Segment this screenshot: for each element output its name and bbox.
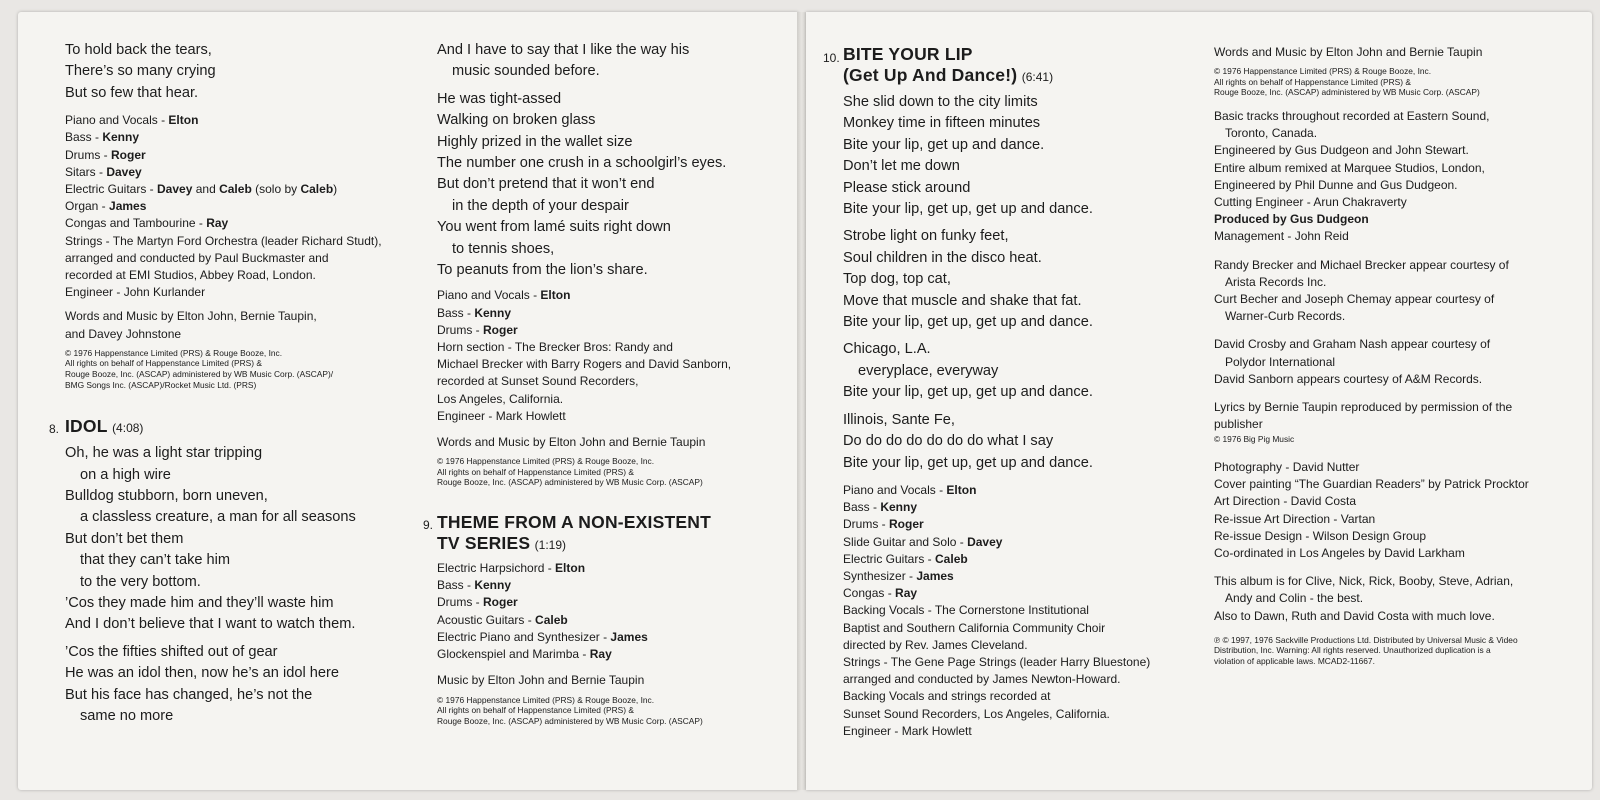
credit-line: arranged and conducted by James Newton-Howard. (843, 672, 1121, 687)
lyric-line: that they can’t take him (80, 552, 231, 569)
lyrics-continued (65, 40, 405, 104)
lyric-line: to tennis shoes, (452, 240, 555, 257)
credit-line: Curt Becher and Joseph Chemay appear courtesy of (1214, 292, 1495, 307)
lyric-line: Do do do do do do do what I say (843, 433, 1054, 450)
credit-line: Electric Piano and Synthesizer - James (437, 629, 648, 644)
track-duration: (1:19) (534, 538, 567, 553)
musician-name: Caleb (219, 182, 252, 197)
credit-line: Art Direction - David Costa (1214, 494, 1357, 509)
lyric-stanza (843, 410, 1188, 474)
lyric-line: Chicago, L.A. (843, 341, 931, 358)
bite-your-lip-lyrics (843, 92, 1188, 474)
track-title: IDOL (65, 416, 108, 437)
musician-name: Ray (206, 216, 229, 231)
lyric-line: Highly prized in the wallet size (437, 133, 633, 150)
lyric-line: Please stick around (843, 179, 971, 196)
credit-line: Drums - Roger (437, 322, 518, 337)
copyright-notice (437, 695, 787, 727)
legal-notice (1214, 635, 1554, 667)
lyric-line: to the very bottom. (80, 573, 201, 590)
musician-name: Kenny (102, 130, 140, 145)
credit-line: Engineered by Phil Dunne and Gus Dudgeon. (1214, 177, 1458, 192)
credit-line: Michael Brecker with Barry Rogers and David Sanborn, (437, 357, 732, 372)
track-title-line1: BITE YOUR LIP (843, 44, 973, 64)
credit-line: Photography - David Nutter (1214, 460, 1360, 475)
credit-line: Electric Guitars - Caleb (843, 551, 968, 566)
songwriter-credit (437, 434, 787, 451)
track-title-line1: THEME FROM A NON-EXISTENT (437, 512, 711, 533)
musician-name: Davey (967, 534, 1003, 549)
lyric-line: Move that muscle and shake that fat. (843, 292, 1082, 309)
musician-name: Elton (555, 561, 586, 576)
lyric-line: To peanuts from the lion’s share. (437, 262, 648, 279)
copyright-notice (1214, 66, 1554, 98)
musician-name: Kenny (474, 578, 512, 593)
credit-line: Backing Vocals and strings recorded at (843, 689, 1051, 704)
lyric-line: Bite your lip, get up, get up and dance. (843, 454, 1093, 471)
lyric-line: in the depth of your despair (452, 197, 629, 214)
credit-line: Warner-Curb Records. (1225, 309, 1346, 324)
credit-line: Cutting Engineer - Arun Chakraverty (1214, 195, 1407, 209)
musician-name: Kenny (880, 500, 918, 515)
musician-name: Roger (483, 595, 518, 610)
credit-line: recorded at EMI Studios, Abbey Road, London. (65, 268, 316, 283)
copyright-notice (437, 456, 787, 488)
lyrics-permission (1214, 399, 1554, 433)
lyric-line: Bite your lip, get up, get up and dance. (843, 201, 1093, 218)
lyric-line: Bulldog stubborn, born uneven, (65, 488, 268, 505)
credit-line: Bass - Kenny (437, 578, 512, 593)
left-column-2 (423, 40, 787, 726)
copyright-line: All rights on behalf of Happenstance Limited (PRS) & (437, 466, 634, 477)
credit-line: Piano and Vocals - Elton (843, 482, 977, 497)
copyright-line: © 1976 Happenstance Limited (PRS) & Rouge Booze, Inc. (437, 694, 655, 705)
songwriter-credit (1214, 44, 1554, 61)
musician-name: James (916, 568, 954, 583)
copyright-line: © 1976 Happenstance Limited (PRS) & Rouge Booze, Inc. (1214, 66, 1432, 77)
musician-name: Caleb (300, 182, 334, 197)
copyright-line: All rights on behalf of Happenstance Limited (PRS) & (437, 705, 634, 716)
lyric-line: But so few that hear. (65, 84, 199, 101)
musician-name: Roger (889, 517, 924, 532)
lyric-line: You went from lamé suits right down (437, 219, 671, 236)
credit-line: Horn section - The Brecker Bros: Randy and (437, 340, 673, 355)
musician-name: Caleb (535, 612, 568, 627)
lyric-line: To hold back the tears, (65, 42, 212, 58)
musician-name: Elton (168, 113, 199, 128)
lyric-line: Don’t let me down (843, 158, 960, 175)
credit-line: Slide Guitar and Solo - Davey (843, 534, 1003, 549)
copyright-line: © 1976 Big Pig Music (1214, 434, 1295, 445)
musician-credits (843, 482, 1188, 740)
copyright-line: Rouge Booze, Inc. (ASCAP) administered by WB Music Corp. (ASCAP) (437, 715, 703, 726)
credit-line: Bass - Kenny (65, 130, 140, 145)
credit-line: Toronto, Canada. (1225, 126, 1318, 141)
song-title-theme (423, 512, 787, 554)
track-title-line2: (Get Up And Dance!) (843, 65, 1018, 85)
left-booklet-page (18, 12, 798, 790)
credit-line: Engineer - John Kurlander (65, 285, 206, 300)
lyric-line: everyplace, everyway (858, 362, 999, 379)
courtesy-credits (1214, 257, 1554, 326)
credit-line: Words and Music by Elton John, Bernie Taupin, (65, 309, 317, 324)
track-title-line2: TV SERIES (437, 533, 531, 554)
credit-line: Words and Music by Elton John and Bernie Taupin (437, 435, 706, 450)
musician-name: Elton (946, 482, 977, 497)
credit-line: Acoustic Guitars - Caleb (437, 612, 568, 627)
credit-line: and Davey Johnstone (65, 326, 182, 341)
credit-line: Strings - The Gene Page Strings (leader Harry Bluestone) (843, 654, 1151, 669)
lyric-stanza (843, 92, 1188, 220)
courtesy-credits-2 (1214, 336, 1554, 388)
credit-line: arranged and conducted by Paul Buckmaster and (65, 250, 329, 265)
credit-line: Organ - James (65, 199, 147, 214)
lyric-line: same no more (80, 708, 174, 725)
copyright-line: © 1976 Happenstance Limited (PRS) & Rouge Booze, Inc. (65, 347, 283, 358)
musician-name: James (109, 199, 147, 214)
credit-line: Backing Vocals - The Cornerstone Institutional (843, 603, 1089, 618)
credit-line: Music by Elton John and Bernie Taupin (437, 673, 645, 688)
credit-line: Bass - Kenny (843, 500, 918, 515)
lyric-line: Oh, he was a light star tripping (65, 445, 263, 462)
musician-name: Kenny (474, 305, 512, 320)
musician-name: Ray (895, 586, 918, 601)
musician-name: Roger (483, 322, 518, 337)
track-duration: (6:41) (1021, 70, 1054, 84)
idol-lyrics (65, 443, 405, 727)
credit-line: Co-ordinated in Los Angeles by David Larkham (1214, 546, 1465, 561)
credit-line: Sitars - Davey (65, 164, 142, 179)
copyright-notice (1214, 434, 1554, 445)
credit-line: Bass - Kenny (437, 305, 512, 320)
lyric-line: a classless creature, a man for all seasons (80, 509, 356, 526)
credit-line: Basic tracks throughout recorded at Eastern Sound, (1214, 108, 1490, 123)
credit-line: Baptist and Southern California Community Choir (843, 620, 1106, 635)
idol-lyrics-continued (437, 40, 787, 281)
songwriter-credit (65, 308, 405, 342)
musician-name: Ray (589, 647, 612, 662)
musician-name: Davey (106, 164, 142, 179)
lyric-line: And I don’t believe that I want to watch them. (65, 616, 356, 633)
credit-line: Engineer - Mark Howlett (437, 408, 566, 423)
credit-line: Piano and Vocals - Elton (65, 113, 199, 128)
lyric-line: And I have to say that I like the way his (437, 42, 690, 58)
credit-line: Engineer - Mark Howlett (843, 723, 972, 738)
musician-name: Roger (111, 147, 146, 162)
lyric-line: Monkey time in fifteen minutes (843, 115, 1041, 132)
lyric-stanza (437, 89, 787, 282)
musician-name: Elton (540, 288, 571, 303)
legal-line: Distribution, Inc. Warning: All rights reserved. Unauthorized duplication is a (1214, 645, 1491, 656)
lyric-line: ’Cos they made him and they’ll waste him (65, 595, 334, 612)
credit-line: Piano and Vocals - Elton (437, 288, 571, 303)
credit-line: Electric Harpsichord - Elton (437, 561, 586, 576)
lyric-line: But don’t bet them (65, 530, 184, 547)
credit-line: Re-issue Design - Wilson Design Group (1214, 528, 1427, 543)
credit-line: Andy and Colin - the best. (1225, 591, 1364, 606)
copyright-line: Rouge Booze, Inc. (ASCAP) administered by WB Music Corp. (ASCAP) (1214, 87, 1480, 98)
credit-line: Synthesizer - James (843, 568, 954, 583)
credit-line: Arista Records Inc. (1225, 274, 1327, 289)
musician-credits (65, 112, 405, 301)
lyric-line: Soul children in the disco heat. (843, 249, 1042, 266)
credit-line: Lyrics by Bernie Taupin reproduced by permission of the publisher (1214, 400, 1513, 432)
copyright-line: Rouge Booze, Inc. (ASCAP) administered by WB Music Corp. (ASCAP)/ (65, 369, 334, 380)
lyric-stanza (65, 642, 405, 728)
lyric-line: Bite your lip, get up, get up and dance. (843, 384, 1093, 401)
lyric-stanza (65, 443, 405, 636)
lyric-line: The number one crush in a schoolgirl’s eyes. (437, 155, 727, 172)
lyric-line: But don’t pretend that it won’t end (437, 176, 655, 193)
credit-line: Polydor International (1225, 354, 1336, 369)
credit-line: Entire album remixed at Marquee Studios, London, (1214, 160, 1485, 175)
lyric-line: Top dog, top cat, (843, 271, 951, 288)
credit-line: recorded at Sunset Sound Recorders, (437, 374, 639, 389)
lyric-line: But his face has changed, he’s not the (65, 686, 313, 703)
credit-line: Cover painting “The Guardian Readers” by Patrick Procktor (1214, 477, 1529, 492)
credit-line: Congas - Ray (843, 586, 918, 601)
copyright-line: Rouge Booze, Inc. (ASCAP) administered by WB Music Corp. (ASCAP) (437, 477, 703, 488)
credit-line: Sunset Sound Recorders, Los Angeles, California. (843, 706, 1110, 721)
lyric-line: Walking on broken glass (437, 112, 596, 129)
lyric-stanza (843, 339, 1188, 403)
musician-name: James (610, 629, 648, 644)
lyric-line: Strobe light on funky feet, (843, 228, 1009, 245)
credit-line: Drums - Roger (843, 517, 924, 532)
song-title-bite-your-lip (823, 44, 1188, 86)
lyric-line: She slid down to the city limits (843, 94, 1038, 110)
copyright-notice (65, 348, 405, 390)
producer-credit: Produced by Gus Dudgeon (1214, 212, 1369, 227)
lyric-line: on a high wire (80, 466, 171, 483)
composer-credit (437, 672, 787, 689)
copyright-line: © 1976 Happenstance Limited (PRS) & Rouge Booze, Inc. (437, 456, 655, 467)
credit-line: Management - John Reid (1214, 229, 1349, 244)
credit-line: Glockenspiel and Marimba - Ray (437, 647, 612, 662)
lyric-line: Bite your lip, get up and dance. (843, 136, 1045, 153)
musician-name: Davey (157, 182, 193, 197)
right-booklet-page (806, 12, 1592, 790)
lyric-stanza (437, 40, 787, 83)
lyric-line: ’Cos the fifties shifted out of gear (65, 643, 278, 660)
lyric-line: music sounded before. (452, 63, 600, 80)
credit-line: directed by Rev. James Cleveland. (843, 637, 1028, 652)
artwork-credits (1214, 459, 1554, 562)
lyric-line: There’s so many crying (65, 63, 216, 80)
lyric-line: Illinois, Sante Fe, (843, 411, 955, 428)
dedication (1214, 573, 1554, 625)
credit-line: Strings - The Martyn Ford Orchestra (leader Richard Studt), (65, 233, 382, 248)
credit-line: Re-issue Art Direction - Vartan (1214, 511, 1376, 526)
song-title-idol (49, 416, 405, 437)
legal-line: violation of applicable laws. MCAD2-11667. (1214, 656, 1375, 667)
track-number: 10. (823, 51, 840, 65)
credit-line: This album is for Clive, Nick, Rick, Booby, Steve, Adrian, (1214, 574, 1514, 589)
musician-credits (437, 287, 787, 425)
copyright-line: All rights on behalf of Happenstance Limited (PRS) & (1214, 76, 1411, 87)
track-number: 8. (49, 422, 60, 437)
recording-credits (1214, 108, 1554, 246)
legal-line: ℗ © 1997, 1976 Sackville Productions Ltd. Distributed by Universal Music & Video (1214, 634, 1518, 645)
credit-line: Electric Guitars - Davey and Caleb (solo by Caleb) (65, 182, 338, 197)
credit-line: Los Angeles, California. (437, 391, 564, 406)
lyric-stanza (843, 226, 1188, 333)
lyric-line: Bite your lip, get up, get up and dance. (843, 314, 1093, 331)
lyric-line: He was an idol then, now he’s an idol here (65, 665, 339, 682)
credit-line: Drums - Roger (437, 595, 518, 610)
right-column-1 (823, 44, 1188, 740)
track-duration: (4:08) (112, 421, 144, 436)
credit-line: David Sanborn appears courtesy of A&M Records. (1214, 371, 1483, 386)
copyright-line: BMG Songs Inc. (ASCAP)/Rocket Music Ltd. (PRS) (65, 379, 257, 390)
credit-line: David Crosby and Graham Nash appear courtesy of (1214, 337, 1491, 352)
lyric-line: He was tight-assed (437, 90, 562, 107)
left-column-1 (49, 40, 405, 734)
credit-line: Engineered by Gus Dudgeon and John Stewart. (1214, 143, 1469, 158)
track-number: 9. (423, 518, 434, 533)
credit-line: Drums - Roger (65, 147, 146, 162)
right-column-2 (1214, 44, 1554, 667)
copyright-line: All rights on behalf of Happenstance Limited (PRS) & (65, 358, 262, 369)
credit-line: Also to Dawn, Ruth and David Costa with much love. (1214, 608, 1495, 623)
musician-credits (437, 560, 787, 663)
musician-name: Caleb (935, 551, 968, 566)
credit-line: Congas and Tambourine - Ray (65, 216, 229, 231)
credit-line: Randy Brecker and Michael Brecker appear courtesy of (1214, 257, 1509, 272)
credit-line: Words and Music by Elton John and Bernie Taupin (1214, 45, 1483, 59)
